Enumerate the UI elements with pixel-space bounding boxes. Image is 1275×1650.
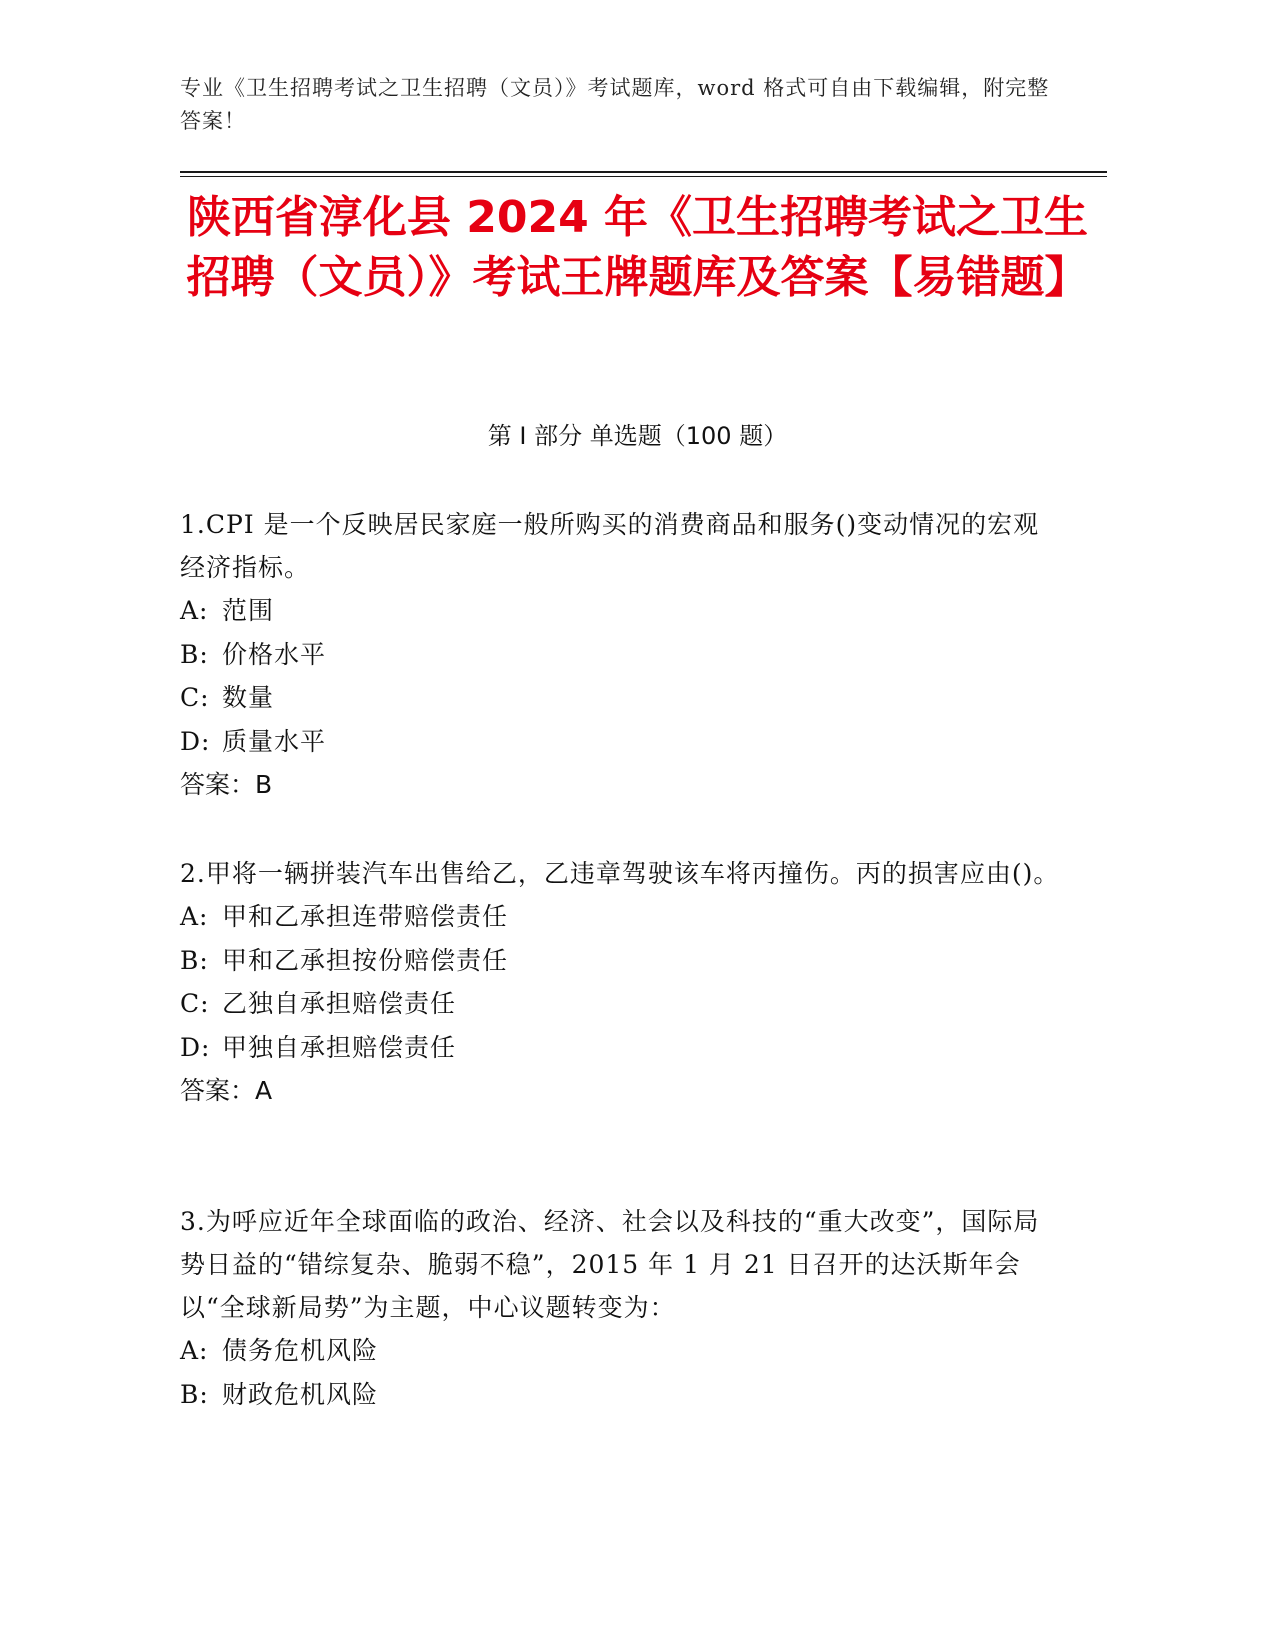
- option-text: 甲和乙承担按份赔偿责任: [222, 945, 509, 975]
- option-a: [180, 589, 1060, 633]
- option-c: [180, 982, 1060, 1026]
- section-heading: 第 I 部分 单选题（100 题）: [487, 422, 788, 450]
- option-a: [180, 895, 1060, 939]
- option-b: [180, 939, 1060, 983]
- question-stem: 2.甲将一辆拼装汽车出售给乙，乙违章驾驶该车将丙撞伤。丙的损害应由()。: [180, 859, 1060, 888]
- option-text: 乙独自承担赔偿责任: [222, 989, 457, 1018]
- option-text: 质量水平: [222, 726, 327, 756]
- option-text: 价格水平: [222, 639, 327, 669]
- question-stem: 1.CPI 是一个反映居民家庭一般所购买的消费商品和服务()变动情况的宏观经济指标。: [180, 510, 1040, 582]
- option-d: [180, 720, 1060, 764]
- header-divider-thin: [180, 176, 1107, 177]
- option-text: 甲独自承担赔偿责任: [222, 1032, 457, 1062]
- option-text: 数量: [222, 683, 275, 712]
- option-text: 债务危机风险: [222, 1336, 379, 1365]
- option-d: [180, 1026, 1060, 1070]
- header-divider-thick: [180, 171, 1107, 173]
- option-a: [180, 1329, 1060, 1373]
- document-title: 陕西省淳化县 2024 年《卫生招聘考试之卫生招聘（文员）》考试王牌题库及答案【易错题】: [186, 192, 1089, 303]
- option-text: 甲和乙承担连带赔偿责任: [222, 902, 509, 931]
- header-note: 专业《卫生招聘考试之卫生招聘（文员）》考试题库，word 格式可自由下载编辑，附完整答案！: [180, 76, 1050, 133]
- option-letter: B:: [180, 945, 209, 975]
- option-letter: B:: [180, 639, 209, 669]
- option-letter: A:: [180, 1336, 209, 1365]
- option-text: 财政危机风险: [222, 1379, 379, 1409]
- option-b: [180, 633, 1060, 677]
- answer-line: 答案：A: [180, 1076, 273, 1105]
- option-b: [180, 1373, 1060, 1417]
- option-letter: D:: [180, 1032, 211, 1062]
- option-text: 范围: [222, 596, 275, 625]
- question-1: [180, 503, 1060, 807]
- question-stem: 3.为呼应近年全球面临的政治、经济、社会以及科技的“重大改变”，国际局势日益的“错综复杂、脆弱不稳”，2015 年 1 月 21 日召开的达沃斯年会以“全球新局势”为主题，中心议题转变为：: [180, 1207, 1040, 1322]
- option-letter: A:: [180, 902, 209, 931]
- question-2: [180, 852, 1060, 1113]
- option-letter: A:: [180, 596, 209, 625]
- option-letter: B:: [180, 1379, 209, 1409]
- option-letter: C:: [180, 989, 210, 1018]
- option-letter: D:: [180, 726, 211, 756]
- option-c: [180, 676, 1060, 720]
- question-3: [180, 1200, 1060, 1416]
- answer-line: 答案：B: [180, 770, 273, 799]
- option-letter: C:: [180, 683, 210, 712]
